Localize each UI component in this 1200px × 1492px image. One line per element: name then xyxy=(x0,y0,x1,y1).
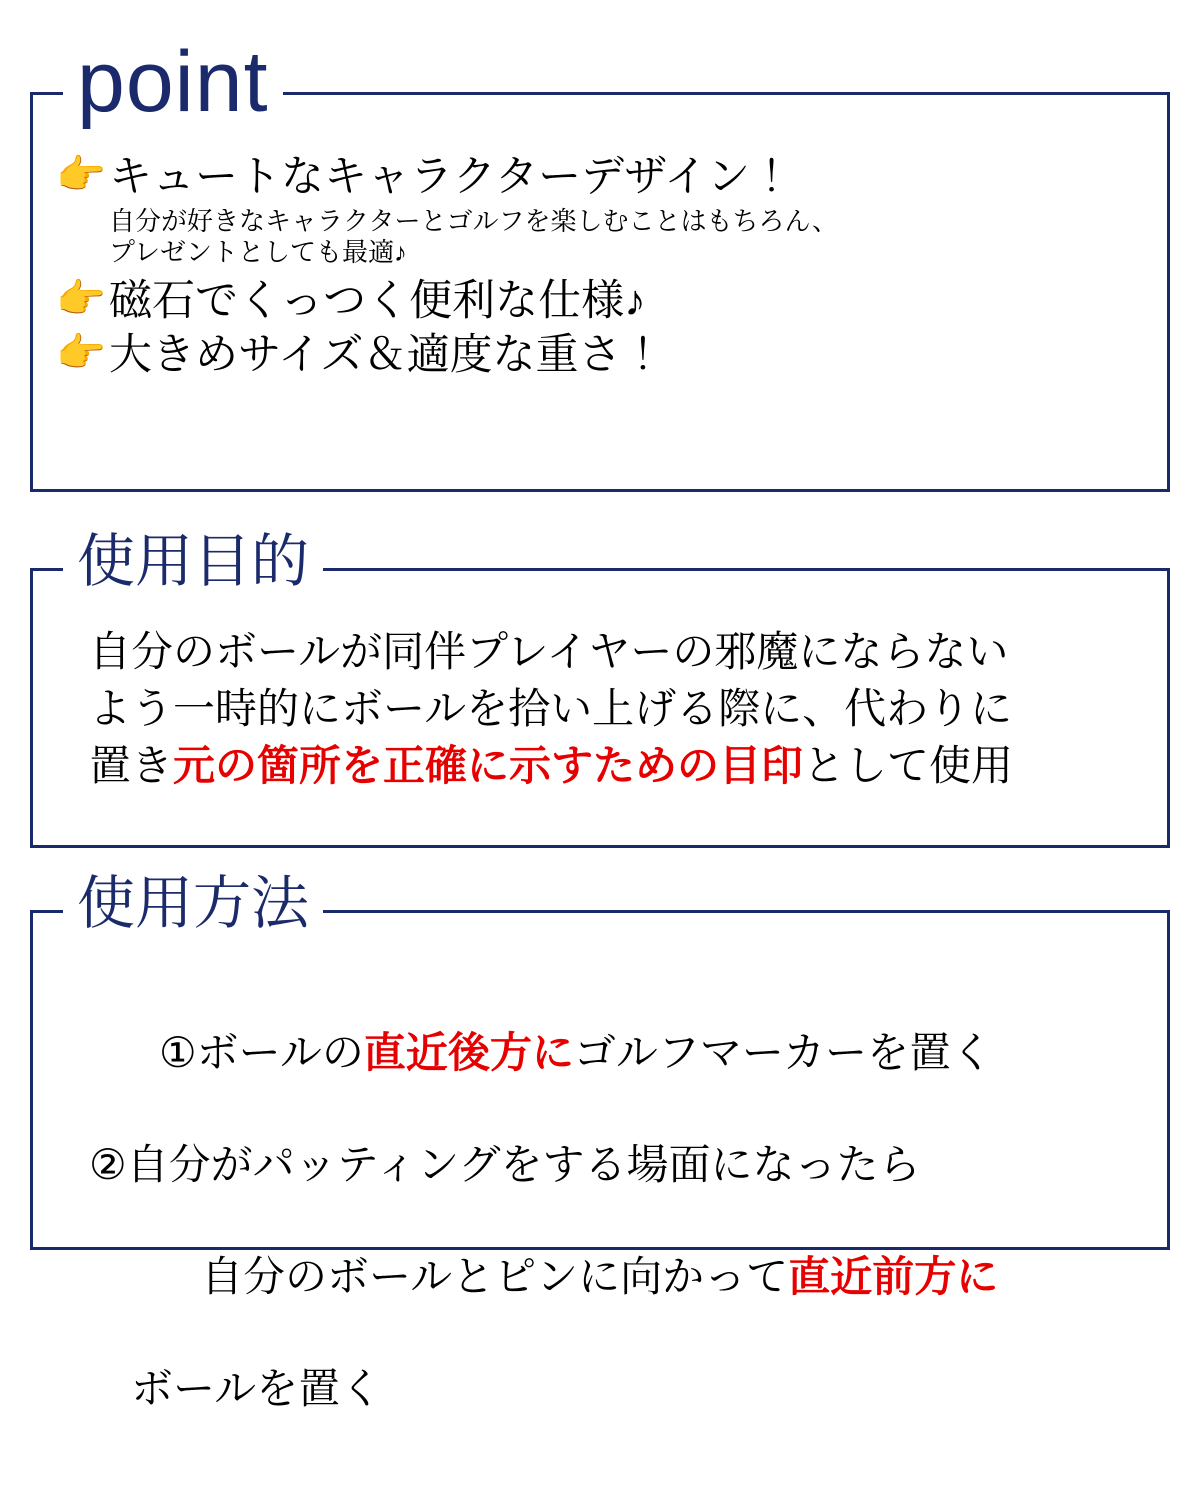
usage-step-line xyxy=(49,969,1151,1137)
purpose-text-line xyxy=(49,737,1151,794)
usage-text-plain: ①ボールの xyxy=(159,1029,364,1076)
pointing-hand-icon: 👉 xyxy=(56,153,106,197)
usage-text-highlight: 直近後方に xyxy=(363,1029,574,1076)
point-section-title: point xyxy=(63,39,283,125)
purpose-text-plain: 置き xyxy=(89,742,174,789)
usage-text-plain: ゴルフマーカーを置く xyxy=(573,1029,994,1076)
purpose-text-plain: として使用 xyxy=(803,742,1014,789)
purpose-section-title: 使用目的 xyxy=(63,533,323,591)
usage-section-title: 使用方法 xyxy=(63,875,323,933)
purpose-section xyxy=(30,529,1170,848)
list-item xyxy=(53,329,1147,381)
point-list xyxy=(53,151,1147,381)
usage-step-line xyxy=(49,1193,1151,1361)
usage-text-plain: 自分のボールとピンに向かって xyxy=(159,1253,789,1300)
point-item-sub-line: 自分が好きなキャラクターとゴルフを楽しむことはもちろん、 xyxy=(109,206,839,236)
purpose-text-highlight: 元の箇所を正確に示すための目印 xyxy=(173,742,804,789)
document-page xyxy=(0,34,1200,1492)
usage-step-line: ボールを置く xyxy=(89,1365,383,1412)
list-item xyxy=(53,151,1147,203)
usage-step-line: ②自分がパッティングをする場面になったら xyxy=(89,1141,921,1188)
list-item xyxy=(53,275,1147,327)
point-item-label: 磁石でくっつく便利な仕様♪ xyxy=(109,277,646,325)
pointing-hand-icon: 👉 xyxy=(56,277,106,321)
purpose-text-line: よう一時的にボールを拾い上げる際に、代わりに xyxy=(89,685,1013,732)
usage-section xyxy=(30,871,1170,1412)
pointing-hand-icon: 👉 xyxy=(56,331,106,375)
usage-text-highlight: 直近前方に xyxy=(788,1253,999,1300)
point-item-label: 大きめサイズ＆適度な重さ！ xyxy=(109,331,665,379)
purpose-text-line: 自分のボールが同伴プレイヤーの邪魔にならない xyxy=(89,628,1009,675)
point-section xyxy=(30,34,1170,492)
point-item-label: キュートなキャラクターデザイン！ xyxy=(109,153,794,201)
point-item-sub-line: プレゼントとしても最適♪ xyxy=(109,237,407,267)
